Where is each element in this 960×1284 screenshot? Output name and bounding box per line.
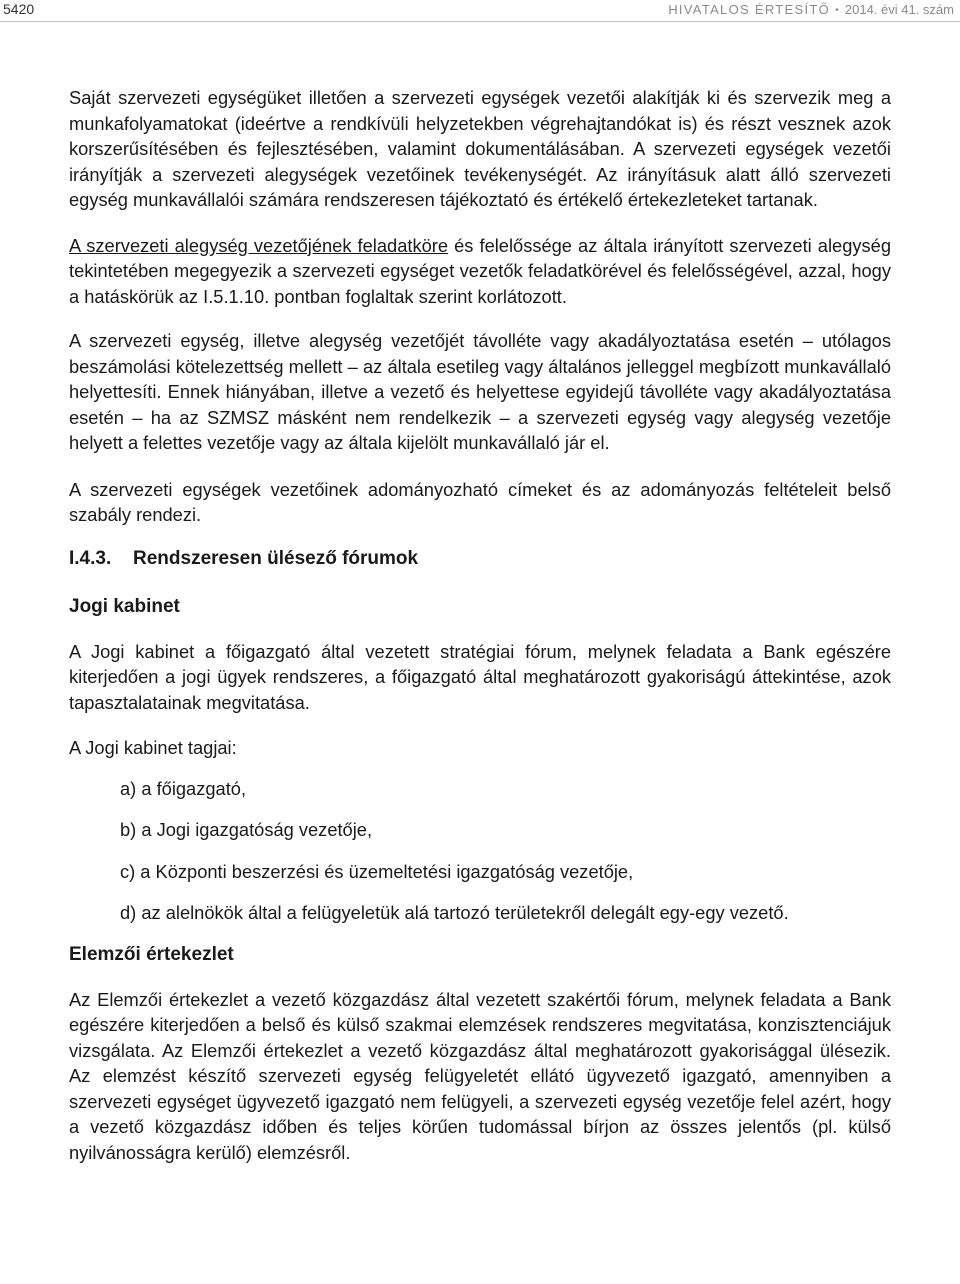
jogi-kabinet-members-list	[69, 776, 891, 926]
list-item: d) az alelnökök által a felügyeletük alá tartozó területekről delegált egy-egy vezető.	[120, 902, 789, 923]
elemzoi-ertekezlet-description: Az Elemzői értekezlet a vezető közgazdász által vezetett szakértői fórum, melynek feladata a Bank egészére kiterjedően a belső és külső szakmai elemzések rendszeres megvitatása, konzisztenciájuk vizsgálata. Az Elemzői értekezlet a vezető közgazdász által meghatározott gyakorisággal ülésezik. Az elemzést készítő szervezeti egység felügyeletét ellátó ügyvezető igazgató, amennyiben a szervezeti egységet ügyvezető igazgató nem felügyeli, a szervezeti egység vezetője felel azért, hogy a vezető közgazdász időben és teljes körűen tudomással bírjon az összes jelentős (pl. külső nyilvánosságra kerülő) elemzésről.	[69, 988, 891, 1163]
jogi-kabinet-heading: Jogi kabinet	[69, 595, 180, 617]
header-separator: •	[835, 5, 840, 16]
issue-number: 2014. évi 41. szám	[844, 2, 954, 17]
paragraph-subunit-leader	[69, 233, 891, 310]
list-item: b) a Jogi igazgatóság vezetője,	[120, 819, 373, 840]
page-number: 5420	[3, 1, 35, 17]
paragraph-titles: A szervezeti egységek vezetőinek adományozható címeket és az adományozás feltételeit belső szabály rendezi.	[69, 478, 891, 525]
list-item: a) a főigazgató,	[120, 777, 247, 799]
jogi-kabinet-members-intro: A Jogi kabinet tagjai:	[69, 737, 237, 758]
page-header	[0, 0, 960, 22]
paragraph-subunit-leader-text: és felelőssége az általa irányított szervezeti alegység tekintetében megegyezik a szervezeti egységet vezetők feladatkörével és felelősségével, azzal, hogy a hatáskörük az I.5.1.10. pontban foglaltak szerint korlátozott.	[69, 234, 891, 307]
list-item: c) a Központi beszerzési és üzemeltetési igazgatóság vezetője,	[120, 860, 634, 882]
paragraph-unit-leaders: Saját szervezeti egységüket illetően a szervezeti egységek vezetői alakítják ki és szervezik meg a munkafolyamatokat (ideértve a rendkívüli helyzetekben végrehajtandókat is) és részt vesznek azok korszerűsítésében és fejlesztésében, valamint dokumentálásában. A szervezeti egységek vezetői irányítják a szervezeti alegységek vezetőinek tevékenységét. Az irányításuk alatt álló szervezeti egység munkavállalói számára rendszeresen tájékoztató és értékelő értekezleteket tartanak.	[69, 87, 891, 210]
paragraph-substitution: A szervezeti egység, illetve alegység vezetőjét távolléte vagy akadályoztatása esetén – utólagos beszámolási kötelezettség mellett – az általa esetileg vagy általános jelleggel megbízott munkavállaló helyettesíti. Ennek hiányában, illetve a vezető és helyettese egyidejű távolléte vagy akadályoztatása esetén – ha az SZMSZ másként nem rendelkezik – a szervezeti egység vagy alegység vezetője helyett a felettes vezetője vagy az általa kijelölt munkavállaló jár el.	[69, 330, 891, 453]
elemzoi-ertekezlet-heading: Elemzői értekezlet	[69, 943, 234, 965]
journal-info	[668, 2, 954, 17]
section-number: I.4.3.	[69, 547, 112, 569]
document-body	[69, 85, 891, 1165]
underlined-phrase: A szervezeti alegység vezetőjének feladatköre	[69, 234, 449, 256]
jogi-kabinet-description: A Jogi kabinet a főigazgató által vezetett stratégiai fórum, melynek feladata a Bank egészére kiterjedően a jogi ügyek rendszeres, a főigazgató által meghatározott gyakoriságú áttekintése, azok tapasztalatainak megvitatása.	[69, 640, 891, 713]
section-title: Rendszeresen ülésező fórumok	[133, 547, 419, 569]
journal-title: HIVATALOS ÉRTESÍTŐ	[668, 2, 831, 17]
section-heading	[69, 546, 891, 571]
